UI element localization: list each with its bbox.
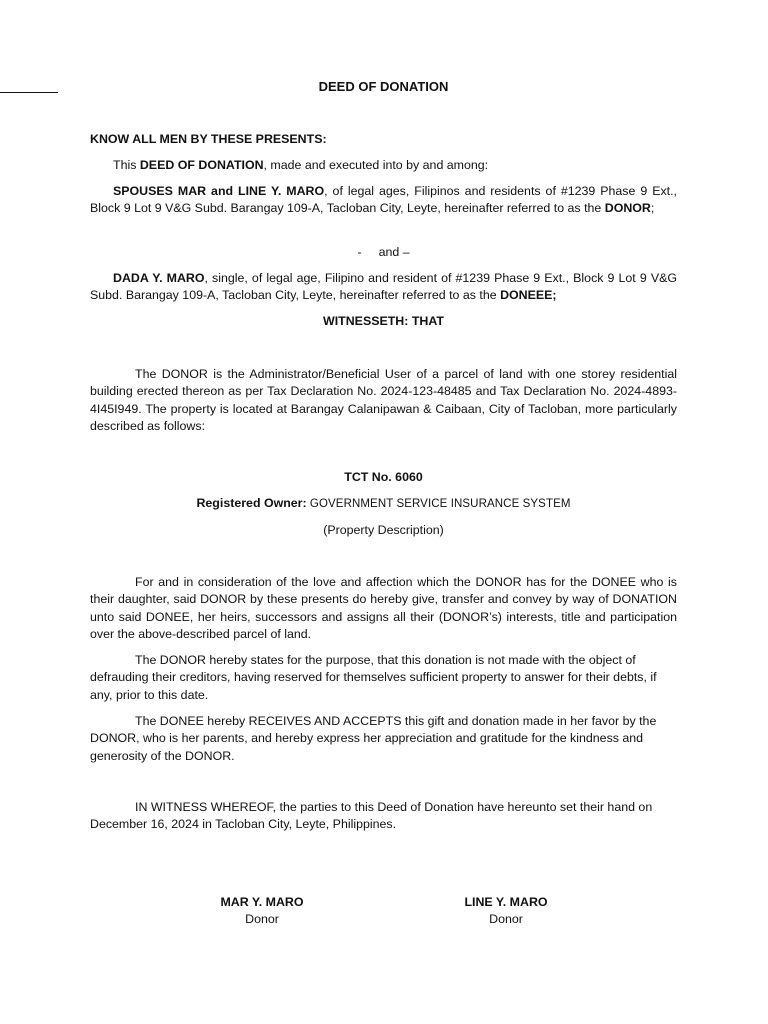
donee-party-paragraph [90, 270, 677, 305]
signatory-name: LINE Y. MARO [464, 895, 548, 909]
tct-number: TCT No. 6060 [344, 470, 423, 484]
signatory-name: MAR Y. MARO [220, 895, 304, 909]
witness-paragraph: IN WITNESS WHEREOF, the parties to this Deed of Donation have hereunto set their hand on December 16, 2024 in Tacloban City, Leyte, Philippines. [90, 800, 653, 832]
document-title: DEED OF DONATION [318, 79, 449, 94]
witnesseth-heading: WITNESSETH: THAT [323, 314, 444, 328]
donee-party-text: , single, of legal age, Filipino and resident of #1239 Phase 9 Ext., Block 9 Lot 9 V&G Subd. Barangay 109-A, Tacloban City, Leyte, hereinafter referred to as the [90, 271, 677, 303]
property-description: (Property Description) [323, 523, 444, 537]
donor-party-paragraph [90, 183, 677, 218]
acceptance-paragraph: The DONEE hereby RECEIVES AND ACCEPTS this gift and donation made in her favor by the DONOR, who is her parents, and hereby express her appreciation and gratitude for the kindness and generosity of the DONOR. [90, 714, 657, 763]
donee-term: DONEEE; [500, 288, 557, 303]
signature-block-2 [416, 894, 596, 929]
intro-text-1: This [113, 158, 140, 172]
consideration-paragraph: For and in consideration of the love and affection which the DONOR has for the DONEE who is their daughter, said DONOR by these presents do hereby give, transfer and convey by way of DONATION unto said DONEE, her heirs, successors and assigns all their (DONOR’s) interests, title and participation over the above-described parcel of land. [90, 575, 677, 642]
donor-party-end: ; [650, 201, 655, 216]
purpose-paragraph: The DONOR hereby states for the purpose, that this donation is not made with the object of defrauding their creditors, having reserved for themselves sufficient property to answer for their debts, if any, prior to this date. [90, 653, 657, 702]
donor-party-text: , of legal ages, Filipinos and residents of #1239 Phase 9 Ext., Block 9 Lot 9 V&G Subd. Barangay 109-A, Tacloban City, Leyte, hereinafter referred to as the [90, 184, 677, 216]
and-separator: - and – [357, 245, 410, 259]
signatory-role: Donor [245, 912, 279, 927]
registered-owner-line [90, 495, 677, 513]
header-rule [0, 92, 58, 93]
preamble: KNOW ALL MEN BY THESE PRESENTS: [90, 132, 327, 146]
donee-name: DADA Y. MARO [113, 271, 205, 285]
donor-names: SPOUSES MAR and LINE Y. MARO [113, 184, 325, 198]
donor-term: DONOR [604, 201, 651, 216]
signatory-role: Donor [489, 912, 523, 927]
signature-block-1 [172, 894, 352, 929]
intro-text-2: , made and executed into by and among: [263, 158, 489, 172]
registered-owner-label: Registered Owner: [196, 496, 307, 510]
property-paragraph: The DONOR is the Administrator/Beneficial User of a parcel of land with one storey residential building erected thereon as per Tax Declaration No. 2024-123-48485 and Tax Declaration No. 2024-4893-4I45I949. The property is located at Barangay Calanipawan & Caibaan, City of Tacloban, more particularly described as follows: [90, 367, 677, 434]
registered-owner-value: GOVERNMENT SERVICE INSURANCE SYSTEM [306, 498, 571, 510]
intro-paragraph [90, 157, 677, 174]
intro-deed-title: DEED OF DONATION [139, 158, 264, 172]
